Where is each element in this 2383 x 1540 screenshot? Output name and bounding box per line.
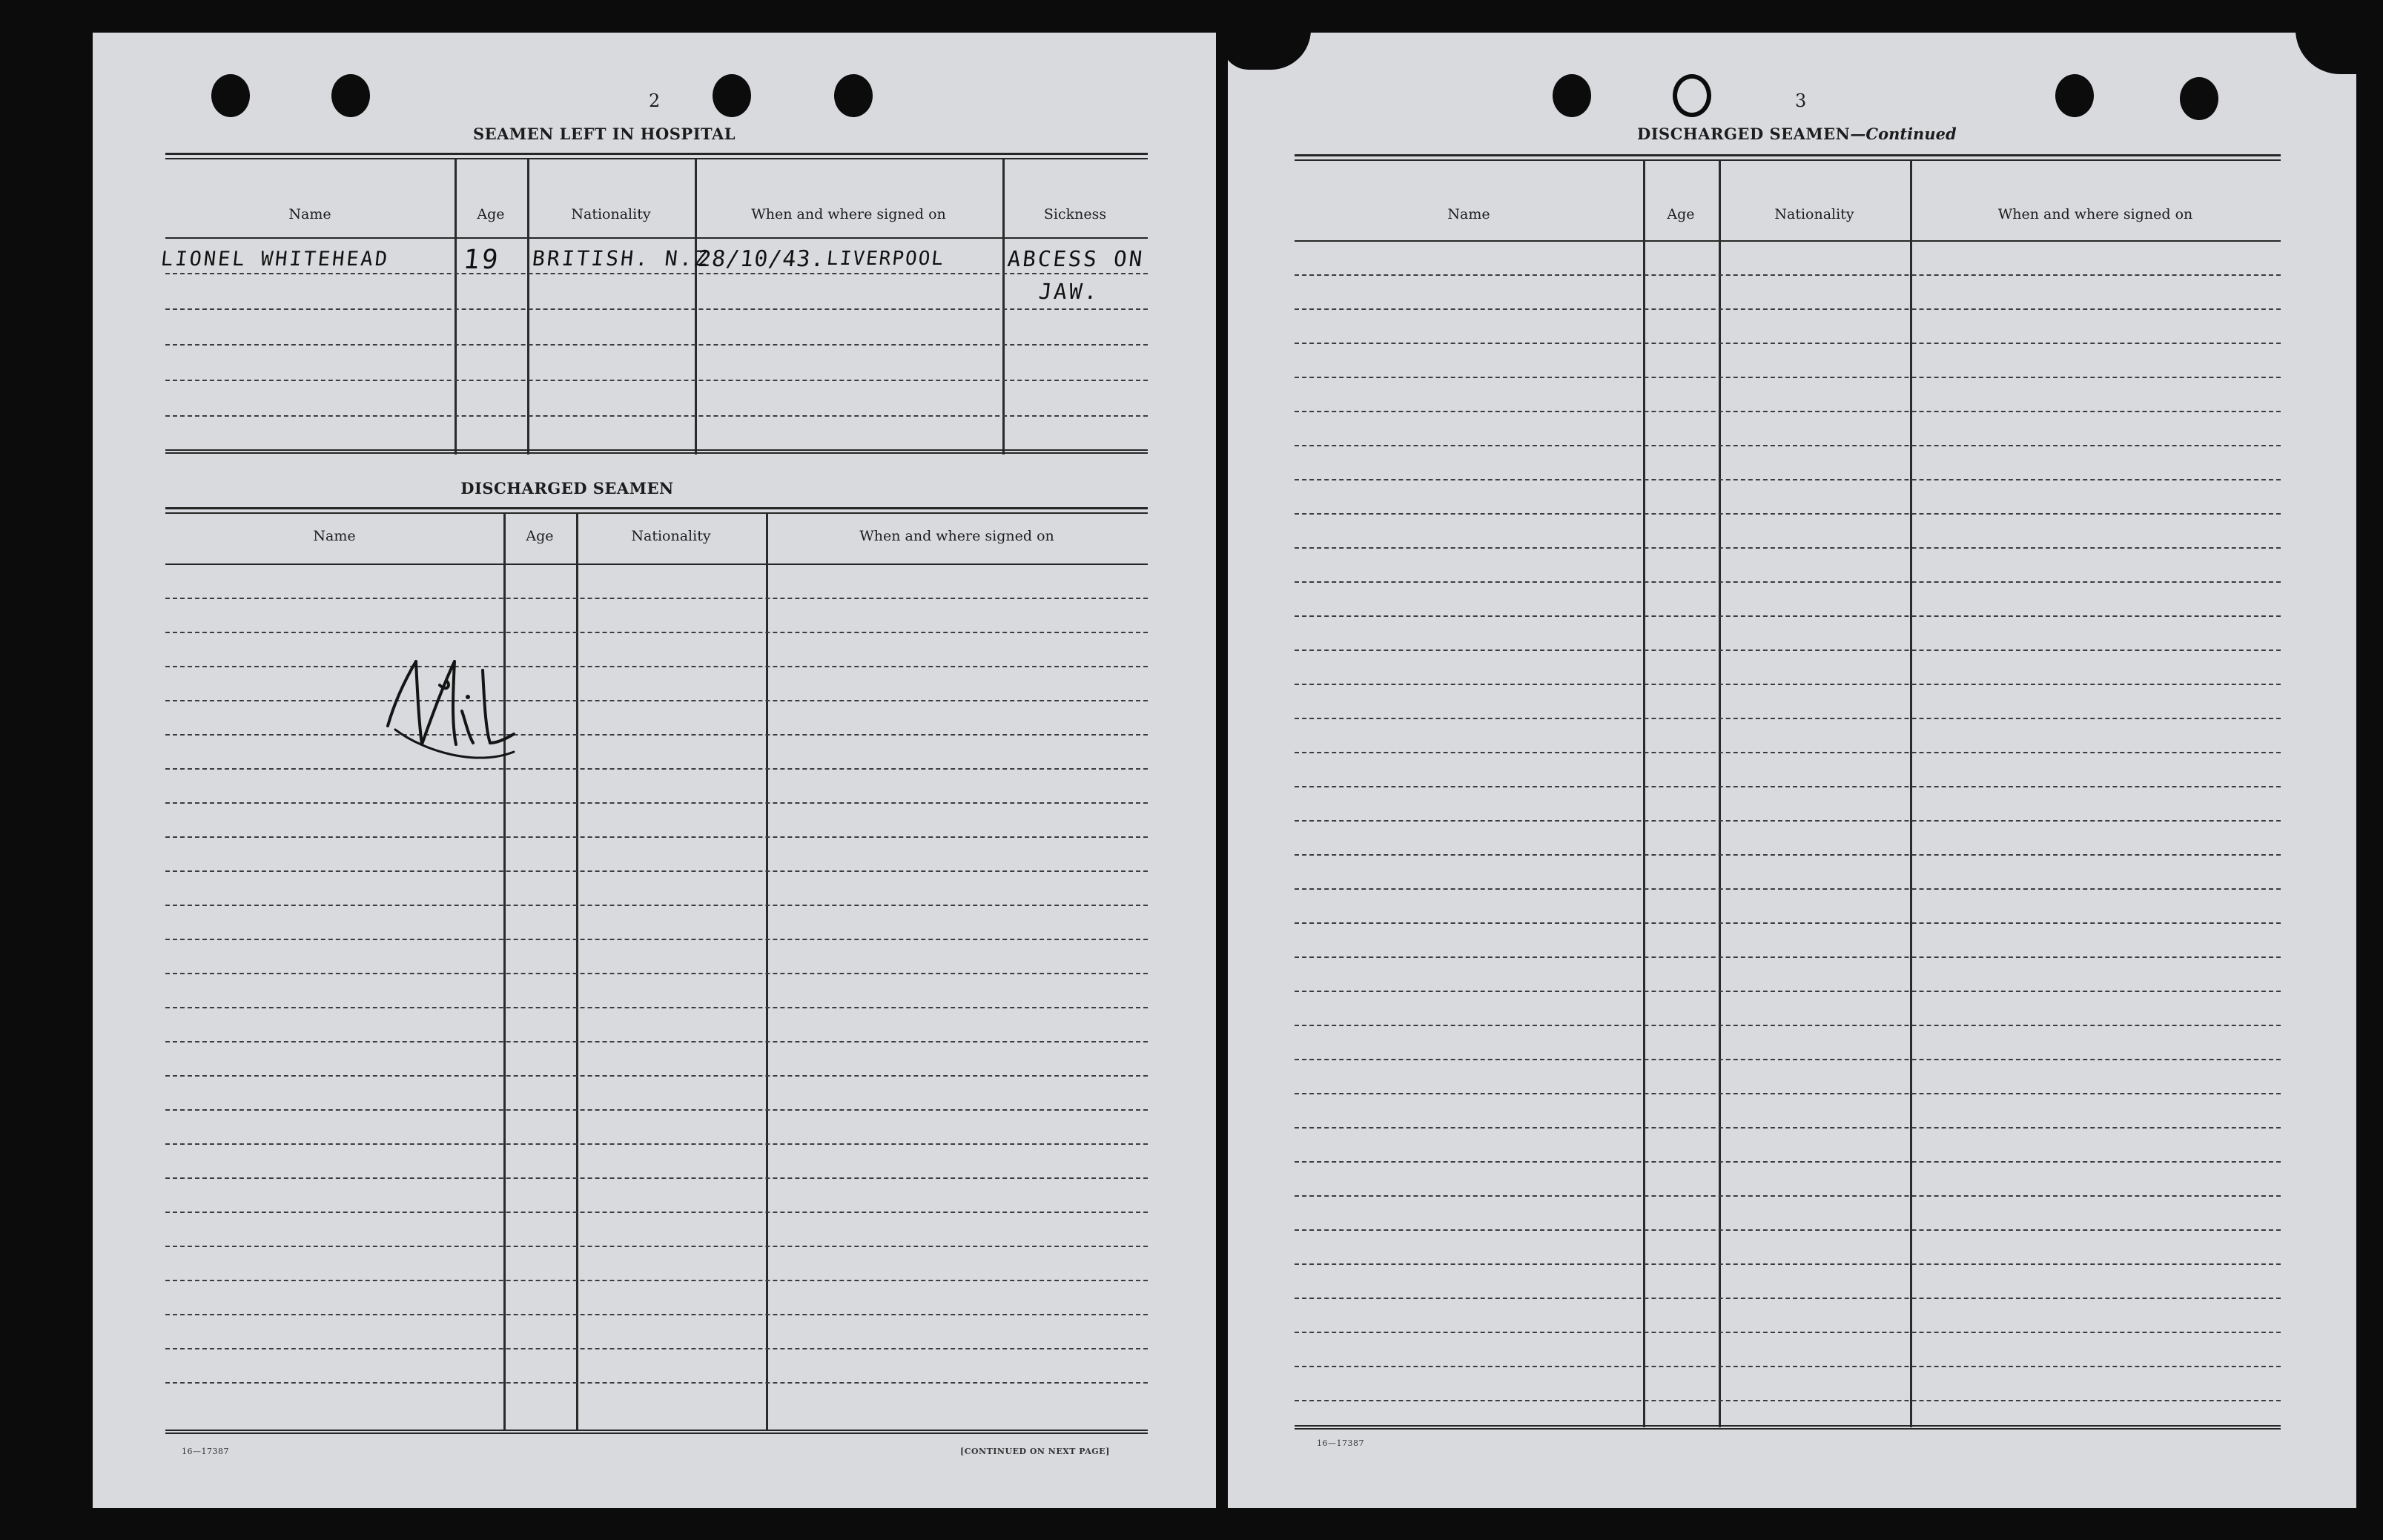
col-header-age: Age <box>477 206 505 222</box>
col-header-name: Name <box>313 528 356 544</box>
title-main: DISCHARGED SEAMEN <box>1637 125 1851 143</box>
punch-hole <box>1673 74 1711 117</box>
col-header-signed-on: When and where signed on <box>859 528 1054 544</box>
entry-name: LIONEL WHITEHEAD <box>159 248 391 271</box>
nil-handwriting <box>366 641 521 774</box>
punch-hole <box>834 74 873 117</box>
entry-nationality: BRITISH. N.Z <box>531 246 711 271</box>
entry-date-signed: 28/10/43. <box>696 246 827 272</box>
entry-sickness-line2: JAW. <box>1037 279 1101 304</box>
right-page <box>1228 33 2356 1508</box>
entry-place-signed: LIVERPOOL <box>825 248 946 270</box>
form-number: 16—17387 <box>1317 1438 1364 1448</box>
entry-age: 19 <box>461 245 502 275</box>
col-header-age: Age <box>526 528 554 544</box>
continued-note: [CONTINUED ON NEXT PAGE] <box>960 1447 1110 1456</box>
punch-hole <box>331 74 370 117</box>
punch-hole <box>2180 77 2218 120</box>
hospital-section-title: SEAMEN LEFT IN HOSPITAL <box>472 125 736 143</box>
punch-hole <box>1553 74 1591 117</box>
col-header-nationality: Nationality <box>1774 206 1854 222</box>
col-header-sickness: Sickness <box>1043 206 1107 222</box>
hospital-table <box>159 153 1148 457</box>
discharged-continued-title <box>1637 125 1957 143</box>
left-page <box>93 33 1216 1508</box>
entry-sickness-line1: ABCESS ON <box>1006 246 1146 271</box>
punch-hole <box>2055 74 2094 117</box>
page-number: 3 <box>1795 90 1807 111</box>
col-header-signed-on: When and where signed on <box>751 206 946 222</box>
col-header-nationality: Nationality <box>631 528 711 544</box>
punch-hole <box>211 74 250 117</box>
form-number: 16—17387 <box>182 1447 229 1456</box>
punch-hole <box>713 74 751 117</box>
col-header-nationality: Nationality <box>571 206 651 222</box>
col-header-name: Name <box>288 206 331 222</box>
page-number: 2 <box>649 90 661 111</box>
title-suffix: —Continued <box>1850 125 1957 143</box>
discharged-continued-table <box>1295 154 2281 1432</box>
torn-corner <box>2296 30 2362 74</box>
col-header-name: Name <box>1447 206 1490 222</box>
torn-corner <box>1222 30 1311 70</box>
discharged-section-title: DISCHARGED SEAMEN <box>460 479 674 498</box>
col-header-signed-on: When and where signed on <box>1997 206 2193 222</box>
discharged-table <box>165 507 1148 1435</box>
col-header-age: Age <box>1667 206 1695 222</box>
